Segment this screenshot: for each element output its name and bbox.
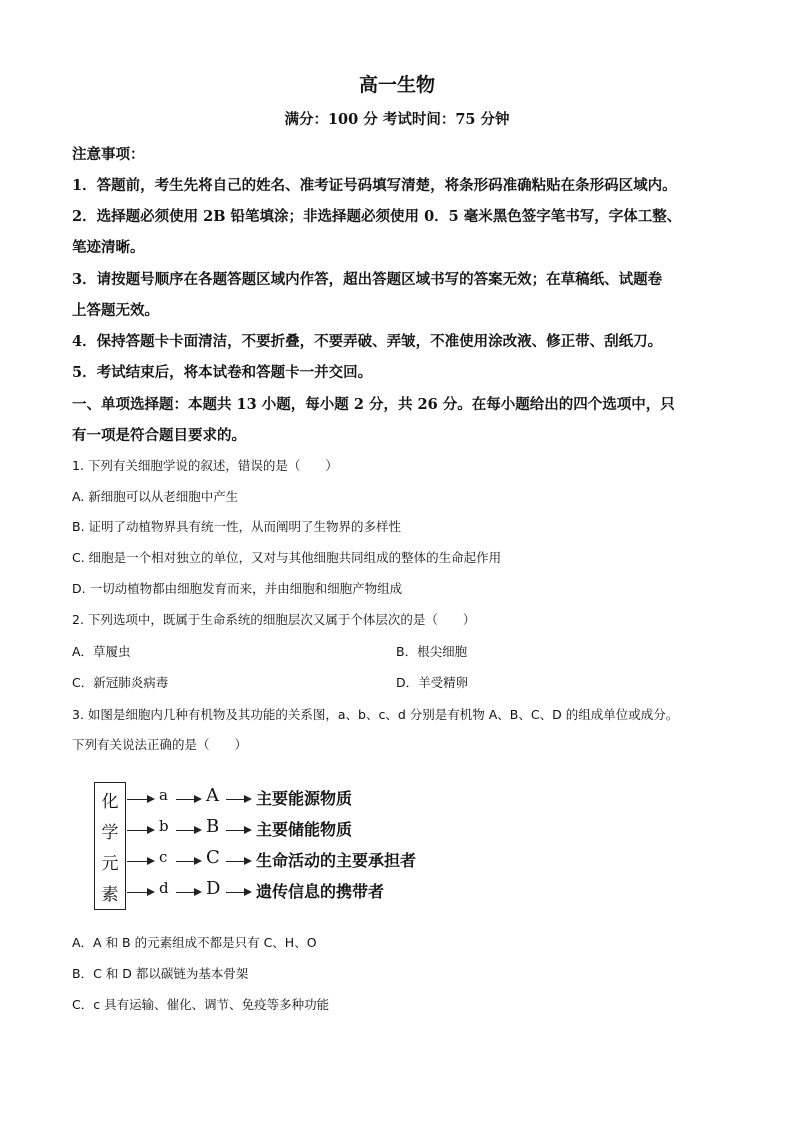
- diagram-unit-d: d: [159, 879, 169, 897]
- element-char-3: 元: [101, 854, 119, 874]
- arrow-icon: [176, 892, 200, 893]
- arrow-icon: [176, 799, 200, 800]
- q3-stem-cont: 下列有关说法正确的是（ ）: [72, 737, 248, 752]
- diagram-compound-a: A: [206, 785, 219, 806]
- q3-option-c: C．c 具有运输、催化、调节、免疫等多种功能: [72, 997, 330, 1012]
- arrow-icon: [226, 861, 250, 862]
- diagram-unit-a: a: [159, 786, 168, 804]
- element-char-1: 化: [101, 792, 119, 812]
- q2-option-d: D．羊受精卵: [396, 675, 469, 690]
- q1-option-c: C. 细胞是一个相对独立的单位，又对与其他细胞共同组成的整体的生命起作用: [72, 550, 502, 565]
- diagram-compound-c: C: [206, 847, 220, 868]
- diagram-function-c: 生命活动的主要承担者: [256, 851, 417, 870]
- exam-info: 满分：100 分 考试时间：75 分钟: [284, 111, 510, 128]
- arrow-icon: [226, 830, 250, 831]
- notice-item-3-cont: 上答题无效。: [72, 302, 159, 319]
- q3-option-a: A．A 和 B 的元素组成不都是只有 C、H、O: [72, 935, 317, 950]
- arrow-icon: [226, 892, 250, 893]
- q2-stem: 2. 下列选项中，既属于生命系统的细胞层次又属于个体层次的是（ ）: [72, 612, 476, 627]
- arrow-icon: [176, 861, 200, 862]
- diagram-unit-b: b: [159, 817, 169, 835]
- element-char-2: 学: [101, 823, 119, 843]
- arrow-icon: [127, 892, 153, 893]
- diagram-row-a: [124, 784, 424, 814]
- q2-option-b: B．根尖细胞: [396, 644, 468, 659]
- q3-stem: 3. 如图是细胞内几种有机物及其功能的关系图，a、b、c、d 分别是有机物 A、B、C、D 的组成单位或成分。: [72, 707, 679, 722]
- arrow-icon: [127, 799, 153, 800]
- diagram-function-a: 主要能源物质: [256, 789, 353, 808]
- diagram-compound-b: B: [206, 816, 220, 837]
- page-title: 高一生物: [358, 74, 435, 96]
- notice-item-4: 4．保持答题卡卡面清洁，不要折叠，不要弄破、弄皱，不准使用涂改液、修正带、刮纸刀。: [72, 333, 663, 350]
- diagram-row-d: [124, 877, 424, 907]
- arrow-icon: [176, 830, 200, 831]
- arrow-icon: [226, 799, 250, 800]
- element-char-4: 素: [101, 885, 119, 905]
- diagram-compound-d: D: [206, 878, 221, 899]
- notice-item-2: 2．选择题必须使用 2B 铅笔填涂；非选择题必须使用 0．5 毫米黑色签字笔书写，字体工整、: [72, 208, 682, 225]
- q1-option-b: B. 证明了动植物界具有统一性，从而阐明了生物界的多样性: [72, 519, 402, 534]
- q3-option-b: B．C 和 D 都以碳链为基本骨架: [72, 966, 249, 981]
- arrow-icon: [127, 830, 153, 831]
- diagram-row-b: [124, 815, 424, 845]
- notice-heading: 注意事项：: [72, 146, 145, 163]
- q2-option-c: C．新冠肺炎病毒: [72, 675, 169, 690]
- diagram-unit-c: c: [159, 848, 168, 866]
- section-heading-cont: 有一项是符合题目要求的。: [72, 427, 246, 444]
- notice-item-2-cont: 笔迹清晰。: [72, 239, 145, 256]
- q1-option-a: A. 新细胞可以从老细胞中产生: [72, 489, 239, 504]
- notice-item-1: 1．答题前，考生先将自己的姓名、准考证号码填写清楚，将条形码准确粘贴在条形码区域内。: [72, 177, 677, 194]
- notice-item-5: 5．考试结束后，将本试卷和答题卡一并交回。: [72, 364, 373, 381]
- q2-option-a: A．草履虫: [72, 644, 131, 659]
- diagram-row-c: [124, 846, 424, 876]
- organic-compound-diagram: [94, 782, 424, 912]
- arrow-icon: [127, 861, 153, 862]
- q1-stem: 1. 下列有关细胞学说的叙述，错误的是（ ）: [72, 458, 338, 473]
- chemical-elements-box: [94, 782, 126, 910]
- section-heading: 一、单项选择题：本题共 13 小题，每小题 2 分，共 26 分。在每小题给出的四个选项中，只: [72, 396, 675, 413]
- diagram-function-b: 主要储能物质: [256, 820, 353, 839]
- q1-option-d: D. 一切动植物都由细胞发育而来，并由细胞和细胞产物组成: [72, 581, 403, 596]
- notice-item-3: 3．请按题号顺序在各题答题区域内作答，超出答题区域书写的答案无效；在草稿纸、试题卷: [72, 271, 663, 288]
- diagram-function-d: 遗传信息的携带者: [256, 882, 385, 901]
